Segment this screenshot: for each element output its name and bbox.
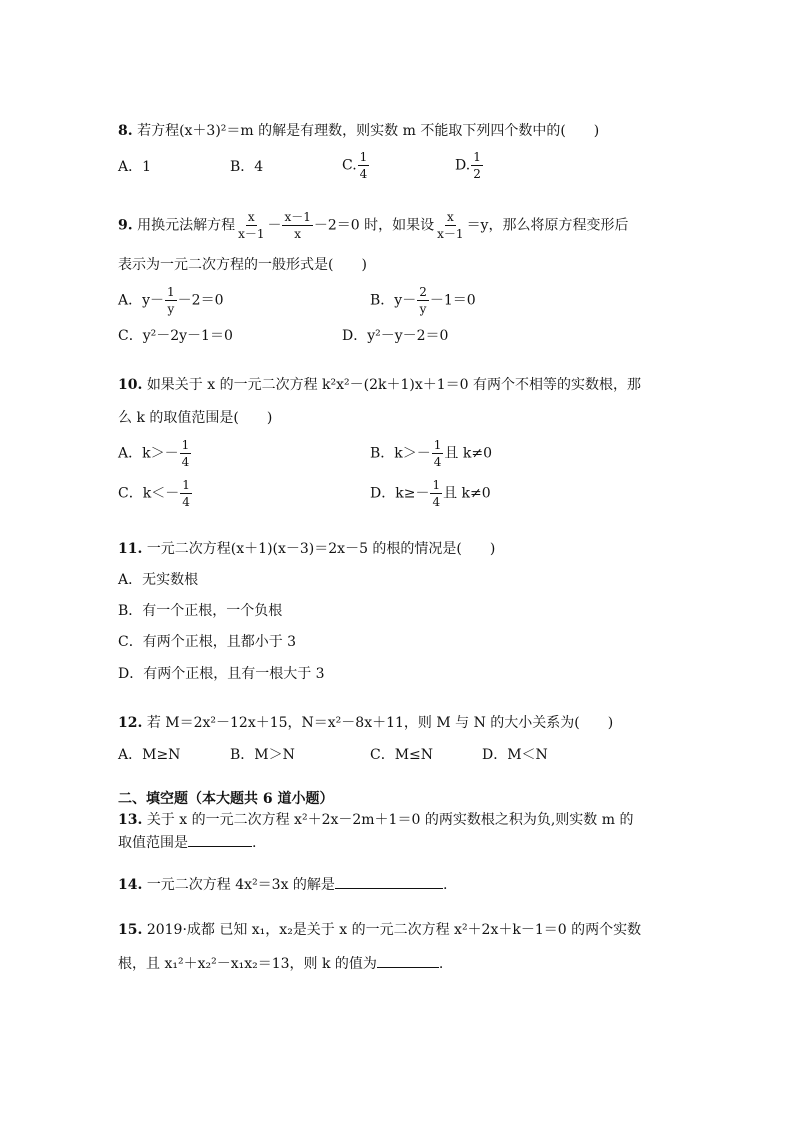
numerator: 1 <box>433 438 442 452</box>
question-15-stem <box>118 921 641 939</box>
q12-option-b: B．M＞N <box>230 747 295 763</box>
option-label: B．k＞－ <box>370 445 431 462</box>
question-text: 用换元法解方程 <box>137 217 236 234</box>
answer-blank[interactable] <box>377 955 439 968</box>
question-11-stem <box>118 540 495 558</box>
q11-option-a: A．无实数根 <box>118 572 199 588</box>
answer-blank[interactable] <box>335 876 443 889</box>
option-label: D．k≥－ <box>370 485 430 502</box>
q9-option-c: C．y²－2y－1＝0 <box>118 328 233 344</box>
question-number: 10. <box>118 377 143 393</box>
option-label: D. <box>455 157 471 174</box>
question-9-stem <box>118 210 628 241</box>
question-text: 关于 x 的一元二次方程 x²＋2x－2m＋1＝0 的两实数根之积为负,则实数 m 的 <box>146 812 634 828</box>
section-heading: 二、填空题（本大题共 6 道小题） <box>118 791 334 807</box>
q12-option-a: A．M≥N <box>118 747 181 763</box>
question-number: 11. <box>118 541 143 557</box>
option-text: －1＝0 <box>429 292 476 309</box>
question-number: 9. <box>118 217 133 234</box>
q12-option-c: C．M≤N <box>370 747 434 763</box>
fraction <box>180 478 192 509</box>
q8-option-c <box>342 150 370 181</box>
denominator: x－1 <box>238 227 265 241</box>
numerator: 1 <box>181 438 190 452</box>
fraction <box>358 150 370 181</box>
question-text: 根，且 x₁²＋x₂²－x₁x₂＝13，则 k 的值为 <box>118 956 377 972</box>
question-15-line2 <box>118 955 443 973</box>
option-label: C．k＜－ <box>118 485 180 502</box>
fraction <box>417 285 429 316</box>
denominator: 4 <box>432 495 441 509</box>
question-13-line2 <box>118 834 256 852</box>
q11-option-c: C．有两个正根，且都小于 3 <box>118 634 297 650</box>
numerator: 1 <box>473 150 481 164</box>
denominator: 2 <box>473 167 481 181</box>
question-text: 如果关于 x 的一元二次方程 k²x²－(2k＋1)x＋1＝0 有两个不相等的实数根，那 <box>146 377 642 393</box>
denominator: y <box>167 302 175 316</box>
question-13-stem <box>118 811 633 829</box>
numerator: x <box>446 210 454 224</box>
question-number: 12. <box>118 715 143 731</box>
question-text: －2＝0 时，如果设 <box>313 217 435 234</box>
fraction <box>180 438 192 469</box>
q8-option-a: A．1 <box>118 159 152 175</box>
numerator: 1 <box>167 285 175 299</box>
question-9-line2: 表示为一元二次方程的一般形式是( ) <box>118 257 367 273</box>
question-text: 一元二次方程 4x²＝3x 的解是 <box>146 877 335 893</box>
fraction <box>432 438 444 469</box>
denominator: 4 <box>182 495 190 509</box>
q10-option-b <box>370 438 492 469</box>
q11-option-d: D．有两个正根，且有一根大于 3 <box>118 666 325 682</box>
option-text: 且 k≠0 <box>444 445 492 462</box>
fraction <box>471 150 483 181</box>
question-text: 若方程(x＋3)²＝m 的解是有理数，则实数 m 不能取下列四个数中的( ) <box>137 123 600 139</box>
punctuation: . <box>252 835 257 851</box>
denominator: 4 <box>433 455 442 469</box>
denominator: 4 <box>359 167 368 181</box>
question-12-stem <box>118 714 613 732</box>
q11-option-b: B．有一个正根，一个负根 <box>118 603 283 619</box>
question-number: 13. <box>118 812 143 828</box>
option-label: B．y－ <box>370 292 417 309</box>
q8-option-b: B．4 <box>230 159 264 175</box>
question-10-line2: 么 k 的取值范围是( ) <box>118 410 273 426</box>
q10-option-a <box>118 438 192 469</box>
fraction <box>282 210 312 241</box>
question-number: 14. <box>118 877 143 893</box>
numerator: 1 <box>182 478 190 492</box>
fraction <box>435 210 465 241</box>
punctuation: . <box>442 877 448 893</box>
q9-option-b <box>370 285 476 316</box>
option-label: C. <box>342 157 357 174</box>
answer-blank[interactable] <box>188 834 252 847</box>
q8-option-d <box>455 150 484 181</box>
option-label: A．k＞－ <box>118 445 179 462</box>
question-text: 若 M＝2x²－12x＋15，N＝x²－8x＋11，则 M 与 N 的大小关系为( ) <box>146 715 614 731</box>
option-text: －2＝0 <box>177 292 224 309</box>
question-text: 一元二次方程(x＋1)(x－3)＝2x－5 的根的情况是( ) <box>146 541 496 557</box>
q9-option-a <box>118 285 224 316</box>
numerator: 2 <box>419 285 427 299</box>
q9-option-d: D．y²－y－2＝0 <box>342 328 449 344</box>
operator: － <box>267 217 282 234</box>
denominator: x－1 <box>437 227 464 241</box>
q10-option-c <box>118 478 193 509</box>
question-text: 取值范围是 <box>118 835 188 851</box>
denominator: y <box>419 302 427 316</box>
q10-option-d <box>370 478 491 509</box>
question-text: 2019·成都 已知 x₁，x₂是关于 x 的一元二次方程 x²＋2x＋k－1＝0 的两个实数 <box>146 922 642 938</box>
punctuation: . <box>438 956 444 972</box>
option-label: A．y－ <box>118 292 165 309</box>
fraction <box>236 210 266 241</box>
question-text: ＝y，那么将原方程变形后 <box>466 217 629 234</box>
numerator: x <box>247 210 255 224</box>
q12-option-d: D．M＜N <box>482 747 548 763</box>
numerator: 1 <box>359 150 368 164</box>
question-8-stem <box>118 122 599 140</box>
fraction <box>430 478 442 509</box>
question-number: 15. <box>118 922 143 938</box>
denominator: x <box>294 227 302 241</box>
denominator: 4 <box>181 455 190 469</box>
question-number: 8. <box>118 123 133 139</box>
numerator: 1 <box>432 478 441 492</box>
question-10-stem <box>118 376 641 394</box>
fraction <box>165 285 177 316</box>
option-text: 且 k≠0 <box>443 485 491 502</box>
numerator: x－1 <box>284 210 311 224</box>
question-14-stem <box>118 876 447 894</box>
